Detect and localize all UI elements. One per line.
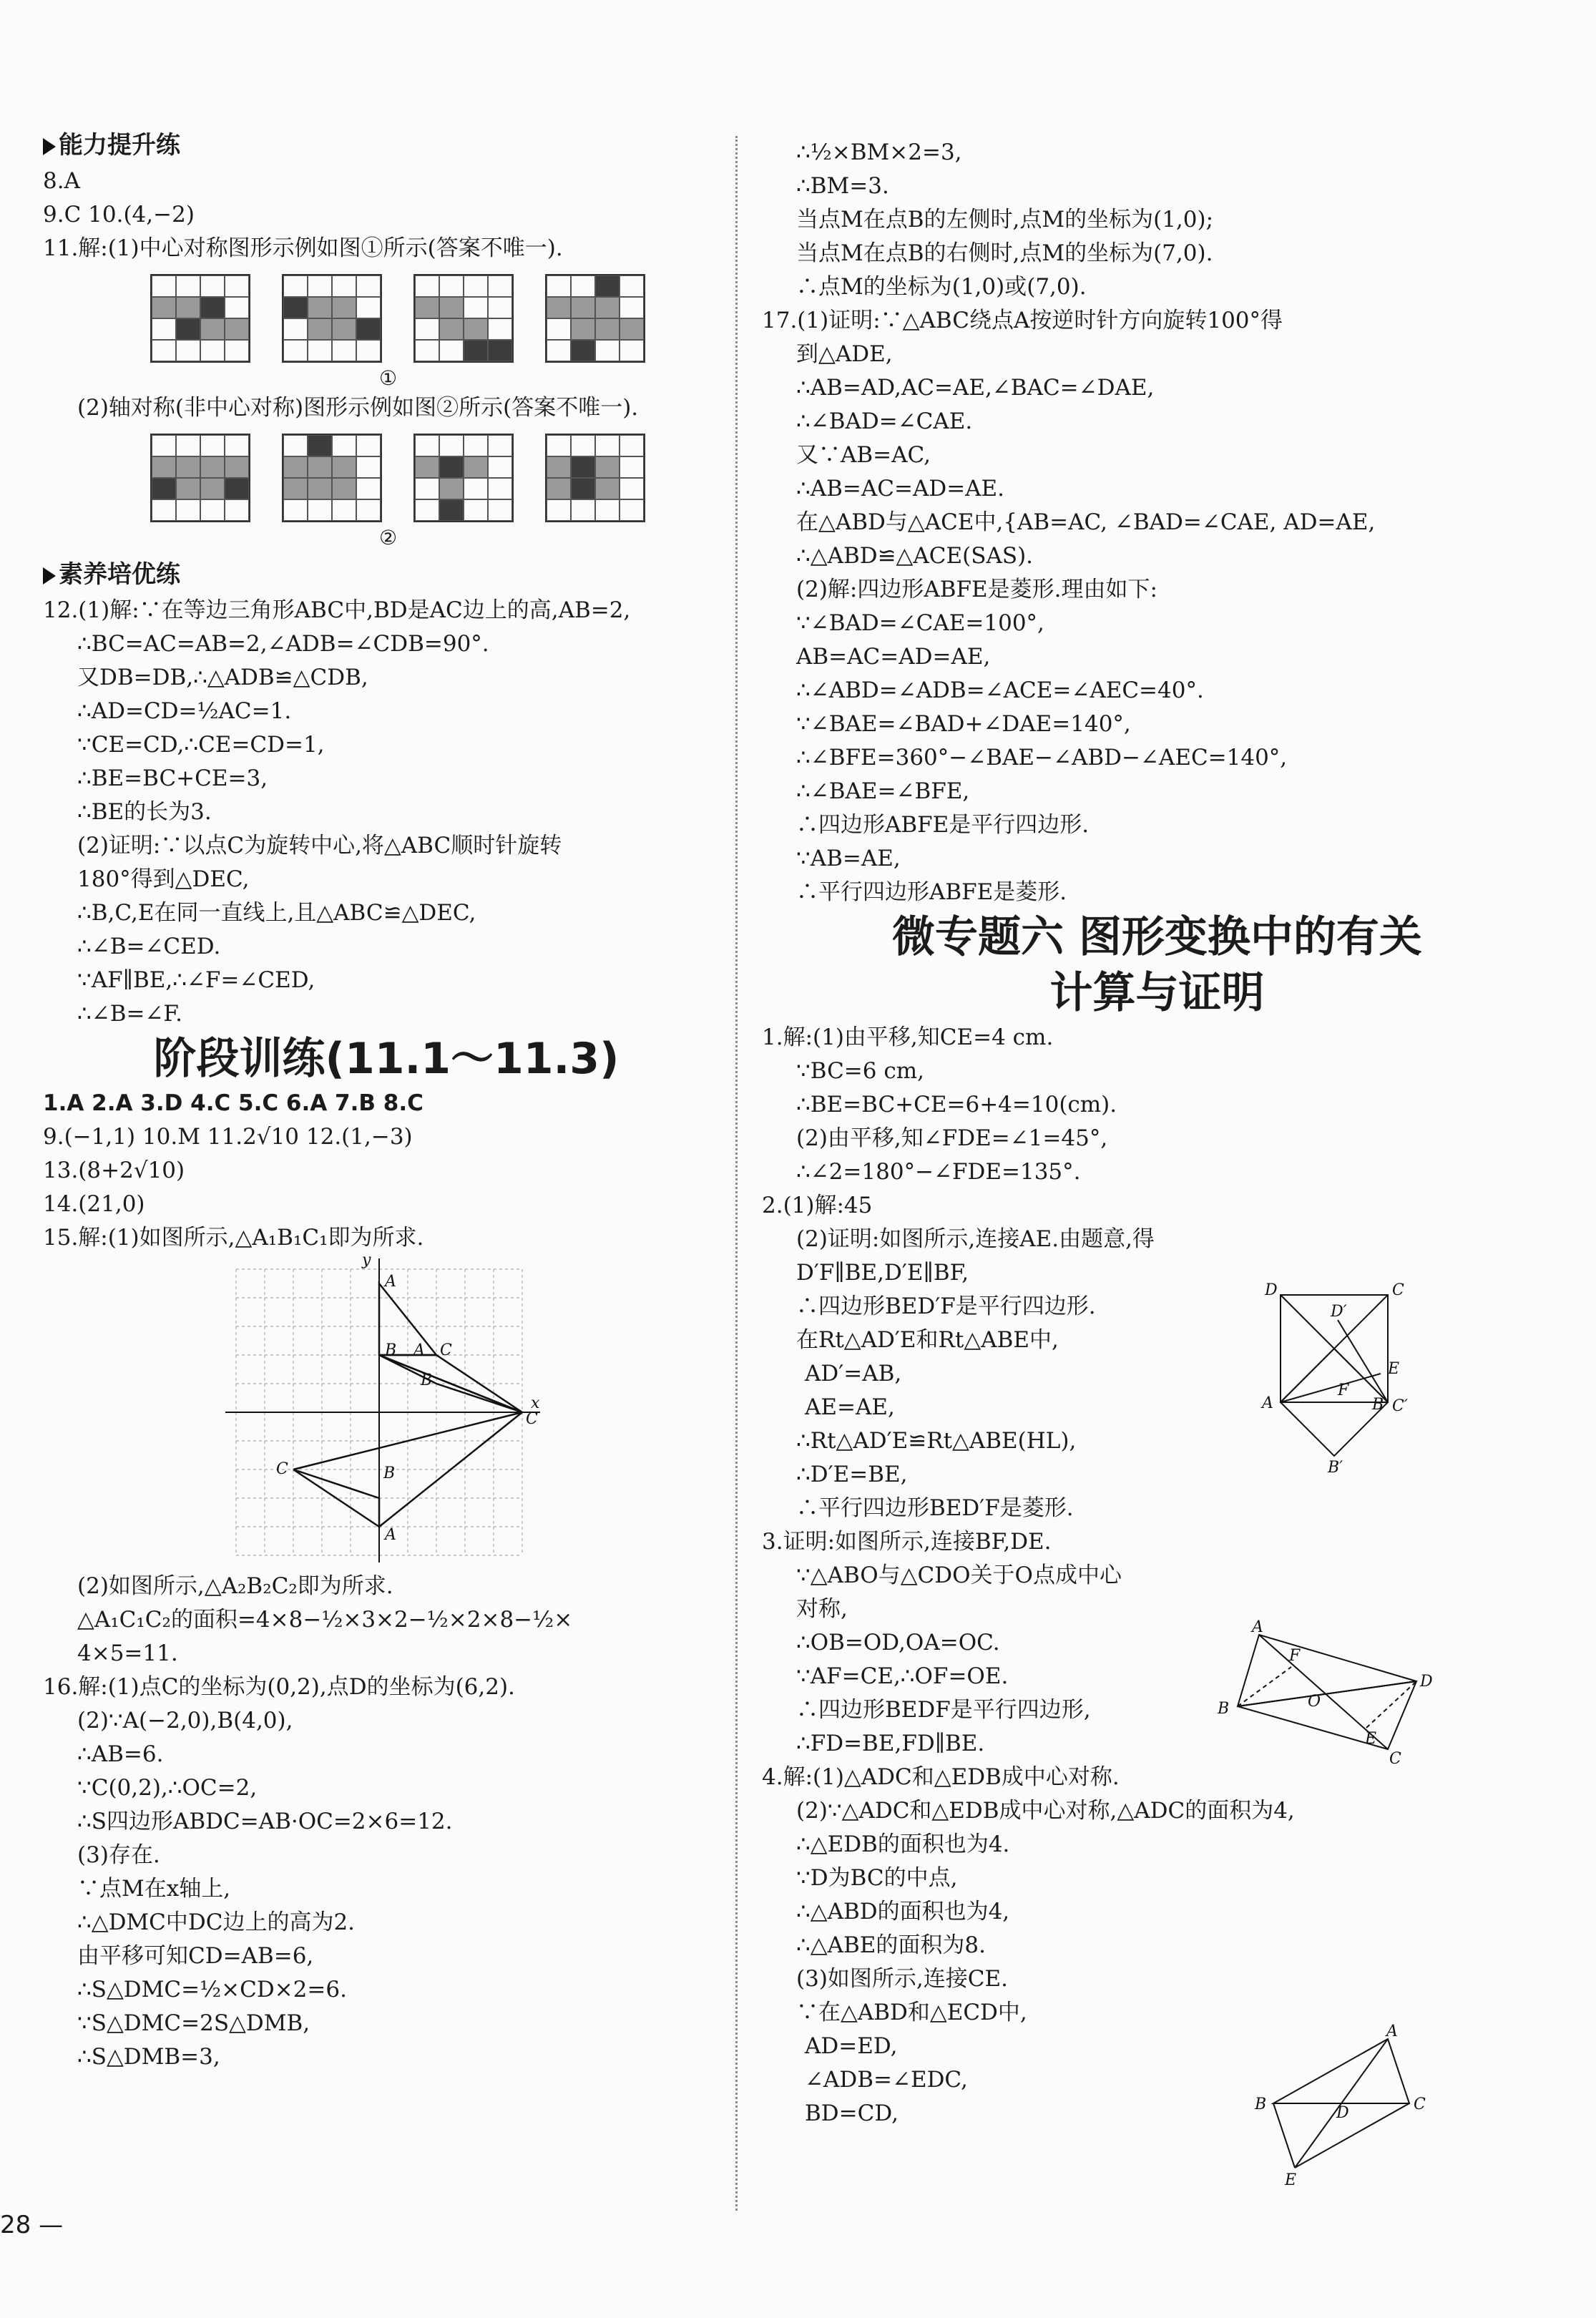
answer-line: 2.(1)解:45 [762,1193,873,1218]
svg-text:A: A [1262,1394,1273,1412]
svg-text:B′: B′ [1328,1459,1343,1477]
answer-line: 8.A [43,168,80,194]
triangle-bullet-icon [43,567,56,585]
svg-text:A: A [1386,2023,1398,2040]
answer-line: 13.(8+2√10) [43,1158,185,1183]
answer-line: 9.(−1,1) 10.M 11.2√10 12.(1,−3) [43,1124,413,1150]
answer-line: △A₁C₁C₂的面积=4×8−½×3×2−½×2×8−½× [77,1607,573,1633]
svg-text:x: x [531,1394,540,1412]
answer-line: ∴点M的坐标为(1,0)或(7,0). [796,274,1087,300]
answer-line: ∵S△DMC=2S△DMB, [77,2010,310,2036]
answer-line: ∵∠BAD=∠CAE=100°, [796,610,1044,636]
answer-line: ∴∠B=∠F. [77,1001,182,1027]
answer-line: (2)证明:∵以点C为旋转中心,将△ABC顺时针旋转 [77,833,562,859]
answer-line: ∴BM=3. [796,173,889,199]
answer-line: 到△ADE, [796,341,893,367]
answer-line: AB=AC=AD=AE, [796,644,991,670]
square-rotation-figure [1252,1281,1438,1477]
answer-line: ∴∠2=180°−∠FDE=135°. [796,1159,1081,1185]
answer-line: BD=CD, [805,2101,899,2126]
svg-text:B: B [1255,2096,1267,2113]
answer-line: (3)存在. [77,1842,160,1868]
coordinate-plane-figure [222,1251,558,1563]
answer-line: ∴B,C,E在同一直线上,且△ABC≌△DEC, [77,900,476,926]
svg-text:B: B [421,1371,433,1389]
answer-line: ∵AF=CE,∴OF=OE. [796,1663,1009,1689]
svg-text:E: E [1285,2171,1297,2189]
answer-line: ∵AB=AE, [796,846,901,871]
section-heading: 能力提升练 [43,126,730,165]
answer-line: AD′=AB, [805,1361,902,1387]
svg-text:D: D [1336,2104,1349,2122]
answer-line: ∴△EDB的面积也为4. [796,1832,1010,1857]
answer-line: ∴S△DMC=½×CD×2=6. [77,1977,347,2002]
svg-text:C: C [1392,1281,1404,1299]
symmetric-triangle-figure [1245,2025,1438,2196]
answer-line: ∵D为BC的中点, [796,1865,958,1891]
svg-text:F: F [1289,1647,1301,1665]
answer-line: ∴AB=6. [77,1741,164,1767]
answer-line: 9.C 10.(4,−2) [43,202,195,228]
answer-line: ∴平行四边形BED′F是菱形. [796,1495,1074,1521]
answer-line: ∴OB=OD,OA=OC. [796,1630,1000,1656]
answer-line: ∴BC=AC=AB=2,∠ADB=∠CDB=90°. [77,631,489,657]
answer-line: ∴平行四边形ABFE是菱形. [796,879,1067,905]
svg-text:A: A [413,1341,425,1359]
answer-line: ∵C(0,2),∴OC=2, [77,1775,258,1801]
answer-line: (2)轴对称(非中心对称)图形示例如图②所示(答案不唯一). [77,395,639,421]
answer-line: 1.解:(1)由平移,知CE=4 cm. [762,1024,1054,1050]
svg-text:E: E [1365,1730,1377,1748]
answer-line: ∴四边形ABFE是平行四边形. [796,812,1090,838]
answer-line: D′F∥BE,D′E∥BF, [796,1260,969,1286]
grid-figure [545,274,645,363]
svg-text:E: E [1388,1360,1400,1378]
svg-text:B: B [1372,1396,1384,1414]
grid-figure [150,274,250,363]
answer-line: ∴AD=CD=½AC=1. [77,698,292,724]
answer-line: (3)如图所示,连接CE. [796,1966,1008,1992]
answer-line: (2)证明:如图所示,连接AE.由题意,得 [796,1226,1155,1252]
answer-line: 在Rt△AD′E和Rt△ABE中, [796,1327,1059,1353]
central-symmetry-figure [1202,1618,1438,1768]
answer-line: ∴S四边形ABDC=AB·OC=2×6=12. [77,1809,453,1834]
answer-line: ∴AB=AD,AC=AE,∠BAC=∠DAE, [796,375,1155,401]
grid-figure [282,274,382,363]
answer-line: ∴∠ABD=∠ADB=∠ACE=∠AEC=40°. [796,678,1204,703]
answer-line: ∴D′E=BE, [796,1462,908,1487]
answer-line: ∴½×BM×2=3, [796,140,962,165]
svg-text:B: B [1218,1700,1230,1718]
answer-line: ∵CE=CD,∴CE=CD=1, [77,732,325,758]
section-title: 计算与证明 [1049,968,1265,1018]
page-number: 28 — [0,2211,64,2239]
answer-line: 由平移可知CD=AB=6, [77,1943,314,1969]
answer-line: 11.解:(1)中心对称图形示例如图①所示(答案不唯一). [43,235,563,261]
answer-line: ∴△DMC中DC边上的高为2. [77,1909,356,1935]
grid-figure [282,434,382,522]
answer-line: 4×5=11. [77,1640,178,1666]
answer-line: ∴∠B=∠CED. [77,934,221,959]
answer-line: 15.解:(1)如图所示,△A₁B₁C₁即为所求. [43,1225,424,1251]
grid-figure [545,434,645,522]
svg-text:D: D [1420,1673,1433,1691]
svg-text:B: B [383,1464,396,1482]
answer-line: ∵AF∥BE,∴∠F=∠CED, [77,967,315,993]
section-heading: 素养培优练 [43,555,730,594]
answer-line: AD=ED, [805,2033,898,2059]
answer-line: 180°得到△DEC, [77,866,250,892]
figure-caption: ① [379,366,398,390]
svg-text:C: C [1414,2096,1426,2113]
figure-2-grids [43,434,730,522]
answer-line: 1.A 2.A 3.D 4.C 5.C 6.A 7.B 8.C [43,1090,424,1116]
svg-text:C: C [1389,1750,1401,1768]
answer-line: ∵∠BAE=∠BAD+∠DAE=140°, [796,711,1131,737]
answer-line: ∴BE=BC+CE=6+4=10(cm). [796,1092,1117,1118]
answer-line: ∴∠BFE=360°−∠BAE−∠ABD−∠AEC=140°, [796,745,1288,771]
answer-line: ∴∠BAE=∠BFE, [796,778,970,804]
answer-line: ∴AB=AC=AD=AE. [796,476,1005,502]
answer-line: ∠ADB=∠EDC, [805,2067,968,2093]
answer-line: 当点M在点B的右侧时,点M的坐标为(7,0). [796,240,1213,266]
svg-text:A: A [1252,1618,1263,1636]
svg-text:C: C [526,1410,538,1428]
section-title: 微专题六 图形变换中的有关 [892,912,1422,962]
answer-line: ∴∠BAD=∠CAE. [796,409,973,434]
answer-line: 又DB=DB,∴△ADB≌△CDB, [77,665,368,690]
answer-line: 当点M在点B的左侧时,点M的坐标为(1,0); [796,207,1214,233]
answer-line: 4.解:(1)△ADC和△EDB成中心对称. [762,1764,1120,1790]
answer-line: ∴Rt△AD′E≌Rt△ABE(HL), [796,1428,1077,1454]
answer-line: 16.解:(1)点C的坐标为(0,2),点D的坐标为(6,2). [43,1674,515,1700]
grid-figure [413,434,514,522]
answer-line: 12.(1)解:∵在等边三角形ABC中,BD是AC边上的高,AB=2, [43,597,631,623]
answer-line: 又∵AB=AC, [796,442,931,468]
figure-caption: ② [379,526,398,549]
answer-line: ∴FD=BE,FD∥BE. [796,1731,985,1756]
answer-line: ∴四边形BED′F是平行四边形. [796,1294,1096,1319]
answer-line: (2)如图所示,△A₂B₂C₂即为所求. [77,1573,393,1599]
svg-text:y: y [362,1251,371,1269]
right-column [762,136,1552,2131]
answer-line: ∴△ABD≌△ACE(SAS). [796,543,1034,569]
section-title: 阶段训练(11.1～11.3) [153,1034,620,1084]
svg-text:A: A [385,1273,396,1291]
answer-line: 14.(21,0) [43,1191,145,1217]
svg-text:C′: C′ [1392,1397,1408,1415]
answer-line: ∴BE=BC+CE=3, [77,766,268,791]
answer-line: (2)由平移,知∠FDE=∠1=45°, [796,1125,1108,1151]
answer-line: 在△ABD与△ACE中,{AB=AC, ∠BAD=∠CAE, AD=AE, [796,509,1376,535]
svg-text:O: O [1308,1693,1321,1711]
svg-text:C: C [440,1341,452,1359]
answer-line: ∴△ABE的面积为8. [796,1932,986,1958]
answer-line: ∵△ABO与△CDO关于O点成中心 [796,1563,1122,1588]
svg-text:A: A [385,1526,396,1544]
answer-line: ∴S△DMB=3, [77,2044,220,2070]
triangle-bullet-icon [43,138,56,155]
answer-line: 17.(1)证明:∵△ABC绕点A按逆时针方向旋转100°得 [762,308,1283,333]
grid-figure [150,434,250,522]
svg-text:C: C [276,1460,288,1478]
svg-text:F: F [1338,1381,1349,1399]
svg-text:D′: D′ [1331,1303,1347,1321]
svg-text:B: B [385,1341,397,1359]
answer-line: ∴BE的长为3. [77,799,212,825]
figure-1-grids [43,274,730,363]
answer-line: ∵在△ABD和△ECD中, [796,2000,1027,2025]
answer-line: 3.证明:如图所示,连接BF,DE. [762,1529,1052,1555]
answer-line: (2)∵△ADC和△EDB成中心对称,△ADC的面积为4, [796,1798,1295,1824]
coordinate-figure-area [43,1251,730,1570]
answer-line: ∵BC=6 cm, [796,1058,924,1084]
answer-line: ∴四边形BEDF是平行四边形, [796,1697,1091,1723]
answer-line: ∴△ABD的面积也为4, [796,1899,1010,1925]
answer-line: ∵点M在x轴上, [77,1876,231,1902]
left-column [43,122,730,2074]
column-divider [735,136,738,2211]
answer-line: AE=AE, [805,1394,895,1420]
svg-text:D: D [1265,1281,1278,1299]
answer-line: (2)解:四边形ABFE是菱形.理由如下: [796,577,1157,602]
answer-line: 对称, [796,1596,848,1622]
answer-line: (2)∵A(−2,0),B(4,0), [77,1708,293,1733]
grid-figure [413,274,514,363]
